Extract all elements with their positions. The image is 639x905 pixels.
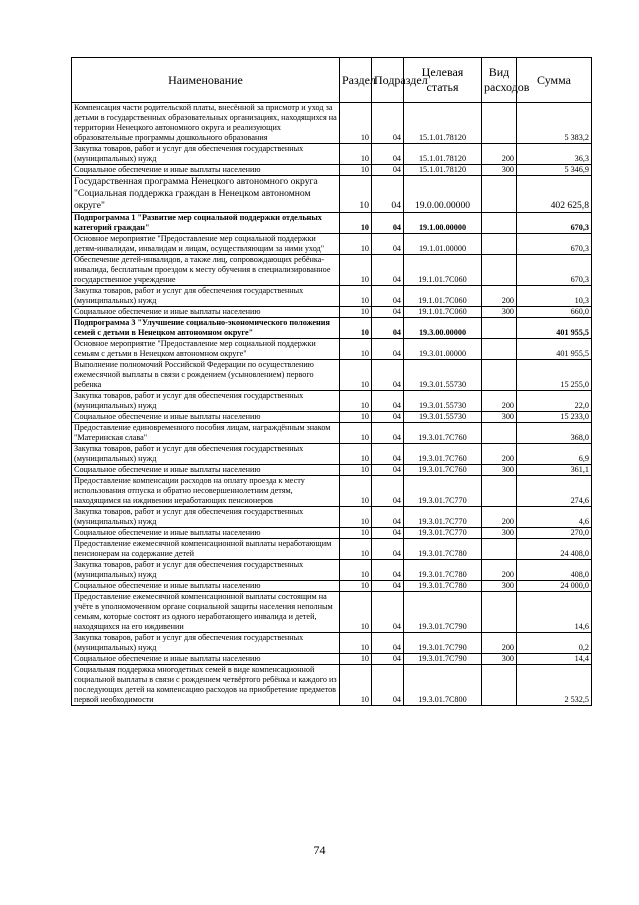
row-name: Предоставление единовременного пособия лицам, награждённым знаком "Материнская слава" <box>72 423 340 444</box>
table-body <box>72 103 592 706</box>
row-name: Подпрограмма 3 "Улучшение социально-экономического положения семей с детьми в Ненецком автономном округе" <box>72 318 340 339</box>
row-target-article: 15.1.01.78120 <box>404 165 482 176</box>
row-target-article: 19.1.01.00000 <box>404 234 482 255</box>
row-name: Социальное обеспечение и иные выплаты населению <box>72 412 340 423</box>
row-name: Закупка товаров, работ и услуг для обеспечения государственных (муниципальных) нужд <box>72 560 340 581</box>
table-row <box>72 234 592 255</box>
row-expense-type <box>482 318 517 339</box>
row-section: 10 <box>340 318 372 339</box>
row-target-article: 19.3.01.7С760 <box>404 465 482 476</box>
table-row <box>72 654 592 665</box>
row-subsection: 04 <box>372 412 404 423</box>
row-expense-type: 300 <box>482 412 517 423</box>
table-header-row <box>72 58 592 103</box>
row-expense-type: 300 <box>482 654 517 665</box>
row-amount: 408,0 <box>517 560 592 581</box>
row-section: 10 <box>340 412 372 423</box>
row-target-article: 19.3.01.7С790 <box>404 592 482 633</box>
row-section: 10 <box>340 360 372 391</box>
row-subsection: 04 <box>372 528 404 539</box>
row-subsection: 04 <box>372 360 404 391</box>
row-subsection: 04 <box>372 165 404 176</box>
row-subsection: 04 <box>372 176 404 213</box>
table-row <box>72 103 592 144</box>
row-amount: 402 625,8 <box>517 176 592 213</box>
row-target-article: 19.3.01.7С780 <box>404 560 482 581</box>
row-expense-type <box>482 476 517 507</box>
row-section: 10 <box>340 476 372 507</box>
row-amount: 401 955,5 <box>517 339 592 360</box>
row-amount: 660,0 <box>517 307 592 318</box>
table-row <box>72 665 592 706</box>
row-name: Социальное обеспечение и иные выплаты населению <box>72 465 340 476</box>
row-amount: 670,3 <box>517 213 592 234</box>
row-target-article: 19.1.01.7С060 <box>404 286 482 307</box>
row-amount: 22,0 <box>517 391 592 412</box>
row-amount: 670,3 <box>517 234 592 255</box>
row-target-article: 19.3.01.55730 <box>404 360 482 391</box>
row-subsection: 04 <box>372 665 404 706</box>
row-expense-type: 200 <box>482 391 517 412</box>
table-row <box>72 213 592 234</box>
row-name: Закупка товаров, работ и услуг для обеспечения государственных (муниципальных) нужд <box>72 286 340 307</box>
table-row <box>72 633 592 654</box>
row-subsection: 04 <box>372 633 404 654</box>
row-section: 10 <box>340 465 372 476</box>
row-subsection: 04 <box>372 213 404 234</box>
row-section: 10 <box>340 444 372 465</box>
table-row <box>72 307 592 318</box>
row-section: 10 <box>340 539 372 560</box>
row-amount: 24 408,0 <box>517 539 592 560</box>
row-amount: 6,9 <box>517 444 592 465</box>
row-section: 10 <box>340 592 372 633</box>
table-row <box>72 560 592 581</box>
row-expense-type <box>482 213 517 234</box>
table-row <box>72 339 592 360</box>
row-target-article: 19.3.00.00000 <box>404 318 482 339</box>
row-target-article: 19.0.00.00000 <box>404 176 482 213</box>
row-subsection: 04 <box>372 465 404 476</box>
row-section: 10 <box>340 144 372 165</box>
row-amount: 4,6 <box>517 507 592 528</box>
row-name: Основное мероприятие "Предоставление мер социальной поддержки детям-инвалидам, инвалидам и лицам, осуществляющим за ними уход" <box>72 234 340 255</box>
row-target-article: 19.1.01.7С060 <box>404 307 482 318</box>
row-expense-type <box>482 665 517 706</box>
header-subsection: Подраздел <box>372 58 404 103</box>
budget-table <box>71 57 592 706</box>
row-expense-type: 300 <box>482 165 517 176</box>
table-row <box>72 476 592 507</box>
row-target-article: 19.3.01.7С790 <box>404 633 482 654</box>
row-expense-type: 300 <box>482 307 517 318</box>
row-amount: 5 383,2 <box>517 103 592 144</box>
table-row <box>72 539 592 560</box>
row-name: Выполнение полномочий Российской Федерации по осуществлению ежемесячной выплаты в связи с рождением (усыновлением) первого ребенка <box>72 360 340 391</box>
row-target-article: 19.3.01.7С760 <box>404 444 482 465</box>
table-row <box>72 465 592 476</box>
header-target-article: Целевая статья <box>404 58 482 103</box>
row-section: 10 <box>340 213 372 234</box>
table-row <box>72 592 592 633</box>
row-expense-type: 200 <box>482 144 517 165</box>
row-subsection: 04 <box>372 144 404 165</box>
row-target-article: 15.1.01.78120 <box>404 144 482 165</box>
table-row <box>72 528 592 539</box>
row-name: Предоставление ежемесячной компенсационной выплаты состоящим на учёте в уполномоченном органе социальной защиты населения неполным семьям, которые состоят из одного неработающего инвалида и детей, находящихся на его иждивении <box>72 592 340 633</box>
row-amount: 401 955,5 <box>517 318 592 339</box>
row-target-article: 19.3.01.55730 <box>404 391 482 412</box>
row-amount: 5 346,9 <box>517 165 592 176</box>
row-subsection: 04 <box>372 507 404 528</box>
row-section: 10 <box>340 103 372 144</box>
row-name: Закупка товаров, работ и услуг для обеспечения государственных (муниципальных) нужд <box>72 444 340 465</box>
row-subsection: 04 <box>372 539 404 560</box>
row-name: Социальное обеспечение и иные выплаты населению <box>72 528 340 539</box>
row-expense-type: 200 <box>482 560 517 581</box>
table-row <box>72 360 592 391</box>
row-section: 10 <box>340 255 372 286</box>
row-expense-type <box>482 360 517 391</box>
row-target-article: 19.3.01.7С780 <box>404 539 482 560</box>
table-row <box>72 581 592 592</box>
row-target-article: 19.1.00.00000 <box>404 213 482 234</box>
table-row <box>72 444 592 465</box>
row-name: Обеспечение детей-инвалидов, а также лиц, сопровождающих ребёнка-инвалида, бесплатным проездом к месту обучения в специализированное государственное учреждение <box>72 255 340 286</box>
row-section: 10 <box>340 286 372 307</box>
row-expense-type <box>482 539 517 560</box>
row-target-article: 19.3.01.7С760 <box>404 423 482 444</box>
row-expense-type: 200 <box>482 444 517 465</box>
row-subsection: 04 <box>372 103 404 144</box>
table-row <box>72 165 592 176</box>
row-subsection: 04 <box>372 581 404 592</box>
row-name: Социальное обеспечение и иные выплаты населению <box>72 165 340 176</box>
header-name: Наименование <box>72 58 340 103</box>
row-amount: 270,0 <box>517 528 592 539</box>
row-amount: 36,3 <box>517 144 592 165</box>
table-row <box>72 318 592 339</box>
row-amount: 24 000,0 <box>517 581 592 592</box>
table-row <box>72 507 592 528</box>
row-name: Подпрограмма 1 "Развитие мер социальной поддержки отдельных категорий граждан" <box>72 213 340 234</box>
row-subsection: 04 <box>372 560 404 581</box>
table-row <box>72 176 592 213</box>
row-expense-type <box>482 592 517 633</box>
row-section: 10 <box>340 654 372 665</box>
row-section: 10 <box>340 560 372 581</box>
row-subsection: 04 <box>372 318 404 339</box>
row-section: 10 <box>340 665 372 706</box>
row-name: Предоставление ежемесячной компенсационной выплаты неработающим пенсионерам на содержание детей <box>72 539 340 560</box>
row-name: Социальная поддержка многодетных семей в виде компенсационной социальной выплаты в связи с рождением четвёртого ребёнка и каждого из последующих детей на компенсацию расходов на приобретение предметов первой необходимости <box>72 665 340 706</box>
row-expense-type: 200 <box>482 507 517 528</box>
table-row <box>72 412 592 423</box>
row-section: 10 <box>340 507 372 528</box>
row-section: 10 <box>340 339 372 360</box>
row-subsection: 04 <box>372 476 404 507</box>
header-expense-type: Вид расходов <box>482 58 517 103</box>
row-target-article: 19.1.01.7С060 <box>404 255 482 286</box>
row-subsection: 04 <box>372 255 404 286</box>
row-subsection: 04 <box>372 654 404 665</box>
row-target-article: 19.3.01.7С770 <box>404 476 482 507</box>
row-name: Компенсация части родительской платы, внесённой за присмотр и уход за детьми в государственных образовательных организациях, находящихся на территории Ненецкого автономного округа и реализующих образовательные программы дошкольного образования <box>72 103 340 144</box>
row-expense-type <box>482 103 517 144</box>
row-target-article: 19.3.01.7С770 <box>404 528 482 539</box>
table-row <box>72 255 592 286</box>
page-number: 74 <box>313 843 326 857</box>
row-amount: 14,4 <box>517 654 592 665</box>
row-section: 10 <box>340 633 372 654</box>
row-amount: 14,6 <box>517 592 592 633</box>
row-name: Социальное обеспечение и иные выплаты населению <box>72 654 340 665</box>
row-expense-type <box>482 255 517 286</box>
row-expense-type <box>482 234 517 255</box>
row-expense-type: 200 <box>482 633 517 654</box>
row-section: 10 <box>340 391 372 412</box>
row-amount: 361,1 <box>517 465 592 476</box>
row-expense-type <box>482 339 517 360</box>
row-name: Закупка товаров, работ и услуг для обеспечения государственных (муниципальных) нужд <box>72 391 340 412</box>
row-subsection: 04 <box>372 423 404 444</box>
row-amount: 368,0 <box>517 423 592 444</box>
row-target-article: 19.3.01.7С770 <box>404 507 482 528</box>
table-row <box>72 144 592 165</box>
row-amount: 0,2 <box>517 633 592 654</box>
row-name: Государственная программа Ненецкого автономного округа "Социальная поддержка граждан в Ненецком автономном округе" <box>72 176 340 213</box>
row-subsection: 04 <box>372 234 404 255</box>
row-name: Социальное обеспечение и иные выплаты населению <box>72 581 340 592</box>
row-expense-type: 200 <box>482 286 517 307</box>
row-expense-type: 300 <box>482 528 517 539</box>
row-section: 10 <box>340 528 372 539</box>
row-expense-type <box>482 176 517 213</box>
row-subsection: 04 <box>372 444 404 465</box>
row-target-article: 19.3.01.7С790 <box>404 654 482 665</box>
row-section: 10 <box>340 176 372 213</box>
row-section: 10 <box>340 423 372 444</box>
row-name: Социальное обеспечение и иные выплаты населению <box>72 307 340 318</box>
row-subsection: 04 <box>372 391 404 412</box>
row-target-article: 19.3.01.55730 <box>404 412 482 423</box>
row-amount: 15 255,0 <box>517 360 592 391</box>
header-amount: Сумма <box>517 58 592 103</box>
row-amount: 670,3 <box>517 255 592 286</box>
row-name: Закупка товаров, работ и услуг для обеспечения государственных (муниципальных) нужд <box>72 144 340 165</box>
row-name: Основное мероприятие "Предоставление мер социальной поддержки семьям с детьми в Ненецком автономном округе" <box>72 339 340 360</box>
row-amount: 10,3 <box>517 286 592 307</box>
row-amount: 274,6 <box>517 476 592 507</box>
row-amount: 15 233,0 <box>517 412 592 423</box>
row-subsection: 04 <box>372 339 404 360</box>
row-expense-type <box>482 423 517 444</box>
row-section: 10 <box>340 581 372 592</box>
row-name: Закупка товаров, работ и услуг для обеспечения государственных (муниципальных) нужд <box>72 633 340 654</box>
row-target-article: 15.1.01.78120 <box>404 103 482 144</box>
row-name: Закупка товаров, работ и услуг для обеспечения государственных (муниципальных) нужд <box>72 507 340 528</box>
row-section: 10 <box>340 234 372 255</box>
row-subsection: 04 <box>372 307 404 318</box>
header-section: Раздел <box>340 58 372 103</box>
row-subsection: 04 <box>372 286 404 307</box>
row-target-article: 19.3.01.7С780 <box>404 581 482 592</box>
table-row <box>72 286 592 307</box>
row-target-article: 19.3.01.00000 <box>404 339 482 360</box>
row-expense-type: 300 <box>482 465 517 476</box>
row-subsection: 04 <box>372 592 404 633</box>
row-section: 10 <box>340 165 372 176</box>
row-section: 10 <box>340 307 372 318</box>
row-target-article: 19.3.01.7С800 <box>404 665 482 706</box>
row-name: Предоставление компенсации расходов на оплату проезда к месту использования отпуска и обратно несовершеннолетним детям, находящимся на иждивении неработающих пенсионеров <box>72 476 340 507</box>
row-expense-type: 300 <box>482 581 517 592</box>
table-row <box>72 423 592 444</box>
row-amount: 2 532,5 <box>517 665 592 706</box>
table-row <box>72 391 592 412</box>
